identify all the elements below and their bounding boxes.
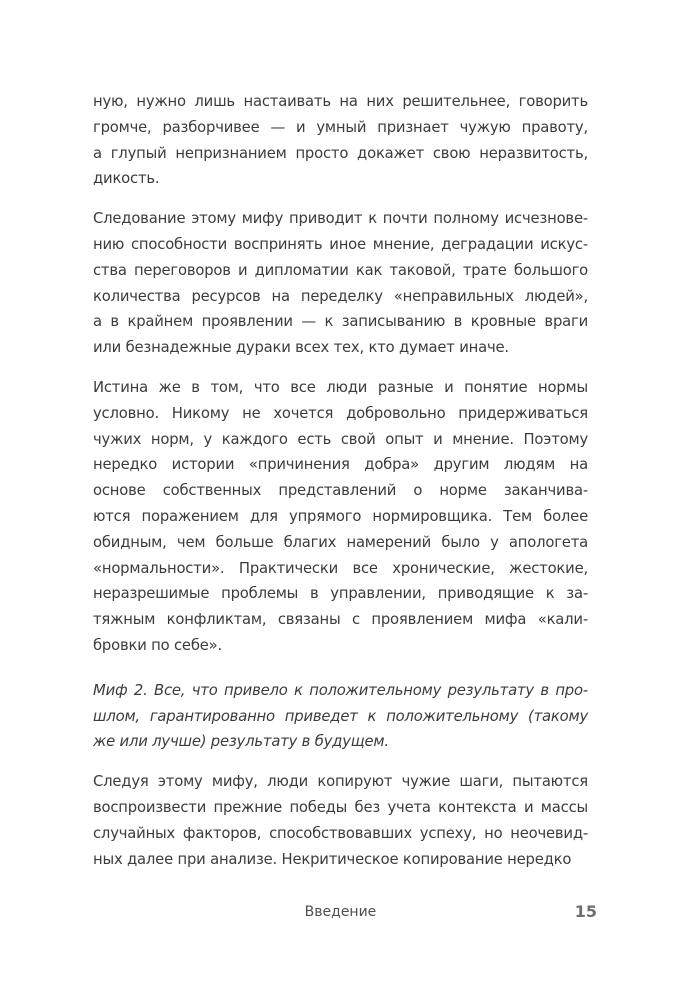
text-line: шлом, гарантированно приведет к положительному (такому xyxy=(93,707,588,725)
text-line: ются поражением для упрямого нормировщика. Тем более xyxy=(93,507,588,525)
text-line: чужих норм, у каждого есть свой опыт и мнение. Поэтому xyxy=(93,430,588,448)
text-block xyxy=(93,89,588,886)
body-paragraph xyxy=(93,769,588,872)
body-paragraph xyxy=(93,206,588,361)
text-line: тяжным конфликтам, связаны с проявлением мифа «кали- xyxy=(93,611,588,629)
body-paragraph xyxy=(93,89,588,192)
text-line: же или лучше) результату в будущем. xyxy=(93,733,389,751)
text-line: основе собственных представлений о норме заканчива- xyxy=(93,482,588,500)
text-line: ную, нужно лишь настаивать на них решительнее, говорить xyxy=(93,93,588,110)
text-line: «нормальности». Практически все хронические, жестокие, xyxy=(93,559,588,577)
text-line: случайных факторов, способствовавших успеху, но неочевид- xyxy=(93,824,588,842)
body-paragraph xyxy=(93,375,588,659)
text-line: воспроизвести прежние победы без учета контекста и массы xyxy=(93,798,588,816)
text-line: ства переговоров и дипломатии как таковой, трате большого xyxy=(93,261,588,279)
text-line: а глупый непризнанием просто докажет свою неразвитость, xyxy=(93,144,588,162)
text-line: ных далее при анализе. Некритическое копирование нередко xyxy=(93,850,572,868)
text-line: Следуя этому мифу, люди копируют чужие шаги, пытаются xyxy=(93,773,588,791)
text-line: нию способности воспринять иное мнение, деградации искус- xyxy=(93,235,588,253)
text-line: громче, разборчивее — и умный признает чужую правоту, xyxy=(93,118,588,136)
footer-page-number: 15 xyxy=(574,902,597,921)
text-line: или безнадежные дураки всех тех, кто думает иначе. xyxy=(93,339,509,357)
myth-heading-paragraph xyxy=(93,678,588,755)
text-line: обидным, чем больше благих намерений было у апологета xyxy=(93,533,588,551)
text-line: Миф 2. Все, что привело к положительному результату в про- xyxy=(93,681,588,699)
text-line: бровки по себе». xyxy=(93,636,223,654)
text-line: нередко истории «причинения добра» другим людям на xyxy=(93,456,588,474)
text-line: а в крайнем проявлении — к записыванию в кровные враги xyxy=(93,313,588,331)
footer-section-title: Введение xyxy=(304,904,377,920)
text-line: Истина же в том, что все люди разные и понятие нормы xyxy=(93,378,588,396)
text-line: дикость. xyxy=(93,170,160,188)
text-line: условно. Никому не хочется добровольно придерживаться xyxy=(93,404,588,422)
text-line: количества ресурсов на переделку «неправильных людей», xyxy=(93,287,588,305)
text-line: неразрешимые проблемы в управлении, приводящие к за- xyxy=(93,585,588,603)
text-line: Следование этому мифу приводит к почти полному исчезнове- xyxy=(93,210,588,228)
